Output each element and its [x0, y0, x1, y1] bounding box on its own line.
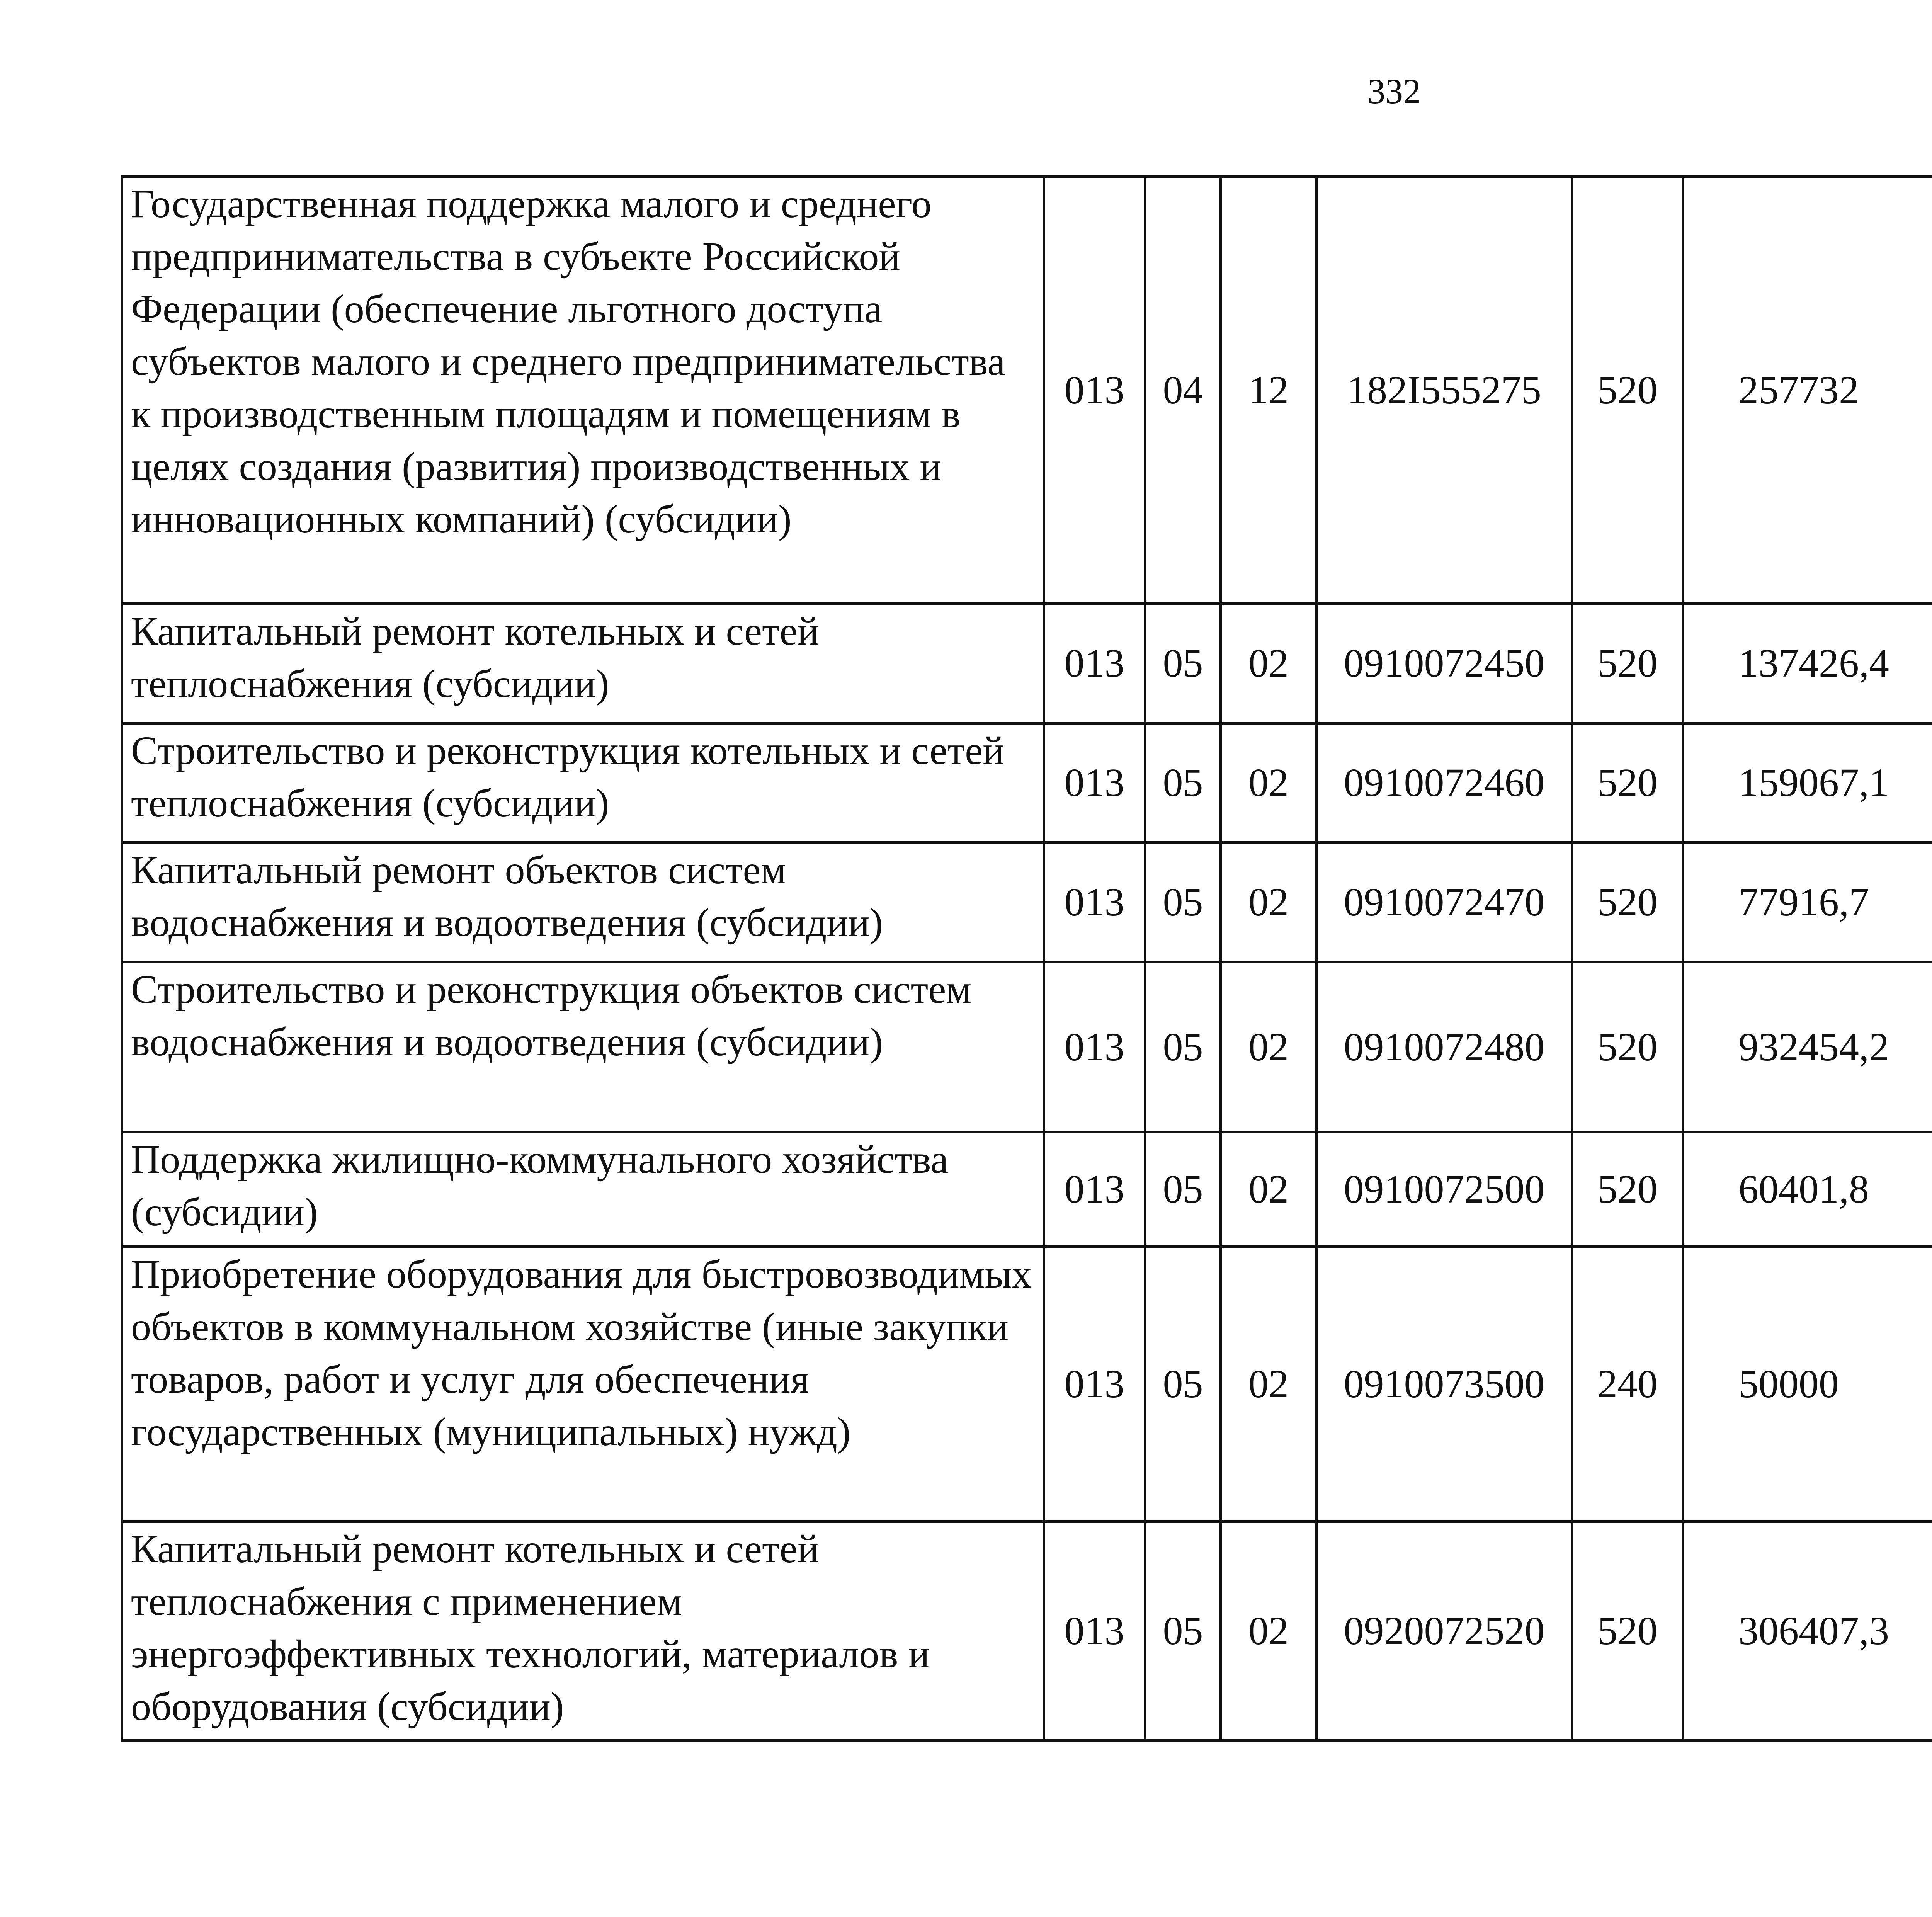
gr-code: 013 — [1044, 604, 1145, 723]
vr-code: 520 — [1572, 177, 1683, 604]
rz-code: 05 — [1145, 723, 1221, 843]
pr-code: 02 — [1221, 723, 1316, 843]
expense-name: Капитальный ремонт котельных и сетей теплоснабжения с применением энергоэффективных технологий, материалов и оборудования (субсидии) — [122, 1522, 1044, 1740]
csr-code: 0910072450 — [1316, 604, 1572, 723]
amount-year-1: 60401,8 — [1683, 1132, 1932, 1247]
vr-code: 520 — [1572, 1522, 1683, 1740]
vr-code: 520 — [1572, 1132, 1683, 1247]
expense-name: Приобретение оборудования для быстровозводимых объектов в коммунальном хозяйстве (иные закупки товаров, работ и услуг для обеспечения государственных (муниципальных) нужд) — [122, 1247, 1044, 1522]
amount-year-1: 257732 — [1683, 177, 1932, 604]
csr-code: 0910073500 — [1316, 1247, 1572, 1522]
csr-code: 0910072460 — [1316, 723, 1572, 843]
pr-code: 02 — [1221, 1247, 1316, 1522]
gr-code: 013 — [1044, 177, 1145, 604]
page-number: 332 — [1367, 71, 1421, 111]
expense-name: Капитальный ремонт объектов систем водоснабжения и водоотведения (субсидии) — [122, 843, 1044, 962]
vr-code: 240 — [1572, 1247, 1683, 1522]
vr-code: 520 — [1572, 843, 1683, 962]
amount-year-1: 137426,4 — [1683, 604, 1932, 723]
amount-year-1: 159067,1 — [1683, 723, 1932, 843]
rz-code: 05 — [1145, 1132, 1221, 1247]
expense-name: Поддержка жилищно-коммунального хозяйства (субсидии) — [122, 1132, 1044, 1247]
vr-code: 520 — [1572, 962, 1683, 1132]
budget-table — [121, 175, 1932, 1742]
table-row — [122, 723, 1932, 843]
gr-code: 013 — [1044, 843, 1145, 962]
pr-code: 02 — [1221, 843, 1316, 962]
csr-code: 0910072480 — [1316, 962, 1572, 1132]
rz-code: 05 — [1145, 1522, 1221, 1740]
rz-code: 04 — [1145, 177, 1221, 604]
gr-code: 013 — [1044, 723, 1145, 843]
rz-code: 05 — [1145, 843, 1221, 962]
table-row — [122, 1132, 1932, 1247]
vr-code: 520 — [1572, 723, 1683, 843]
rz-code: 05 — [1145, 962, 1221, 1132]
amount-year-1: 50000 — [1683, 1247, 1932, 1522]
expense-name: Государственная поддержка малого и среднего предпринимательства в субъекте Российской Федерации (обеспечение льготного доступа субъектов малого и среднего предпринимательства к производственным площадям и помещениям в целях создания (развития) производственных и инновационных компаний) (субсидии) — [122, 177, 1044, 604]
pr-code: 02 — [1221, 1522, 1316, 1740]
table-row — [122, 1247, 1932, 1522]
expense-name: Капитальный ремонт котельных и сетей теплоснабжения (субсидии) — [122, 604, 1044, 723]
gr-code: 013 — [1044, 1132, 1145, 1247]
pr-code: 02 — [1221, 1132, 1316, 1247]
amount-year-1: 306407,3 — [1683, 1522, 1932, 1740]
table-row — [122, 177, 1932, 604]
vr-code: 520 — [1572, 604, 1683, 723]
gr-code: 013 — [1044, 962, 1145, 1132]
pr-code: 12 — [1221, 177, 1316, 604]
rz-code: 05 — [1145, 1247, 1221, 1522]
amount-year-1: 77916,7 — [1683, 843, 1932, 962]
table-row — [122, 843, 1932, 962]
pr-code: 02 — [1221, 962, 1316, 1132]
pr-code: 02 — [1221, 604, 1316, 723]
gr-code: 013 — [1044, 1522, 1145, 1740]
amount-year-1: 932454,2 — [1683, 962, 1932, 1132]
table-row — [122, 604, 1932, 723]
csr-code: 0920072520 — [1316, 1522, 1572, 1740]
expense-name: Строительство и реконструкция объектов систем водоснабжения и водоотведения (субсидии) — [122, 962, 1044, 1132]
table-row — [122, 1522, 1932, 1740]
rz-code: 05 — [1145, 604, 1221, 723]
csr-code: 0910072470 — [1316, 843, 1572, 962]
table-row — [122, 962, 1932, 1132]
expense-name: Строительство и реконструкция котельных и сетей теплоснабжения (субсидии) — [122, 723, 1044, 843]
csr-code: 0910072500 — [1316, 1132, 1572, 1247]
gr-code: 013 — [1044, 1247, 1145, 1522]
csr-code: 182I555275 — [1316, 177, 1572, 604]
